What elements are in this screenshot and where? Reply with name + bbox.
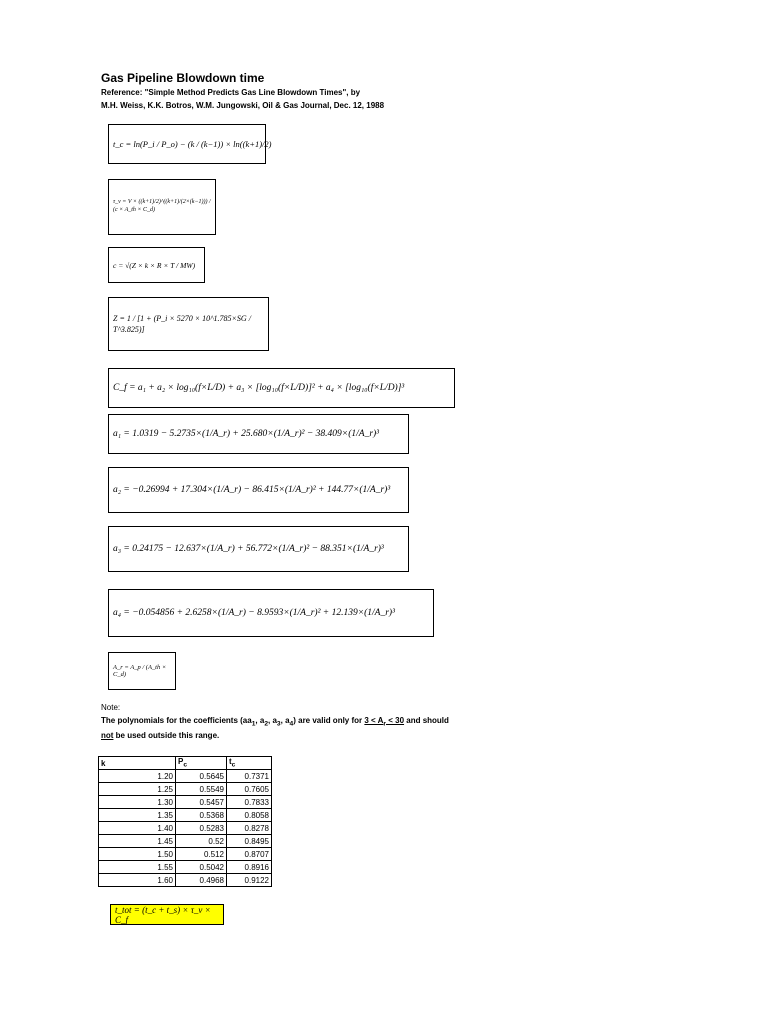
- equation-a3-text: a₃ = 0.24175 − 12.637×(1/A_r) + 56.772×(1/A_r)² − 88.351×(1/A_r)³: [113, 544, 384, 554]
- page-title: Gas Pipeline Blowdown time: [101, 71, 265, 85]
- equation-c: [108, 247, 205, 283]
- table-cell: 0.512: [176, 848, 227, 861]
- table-cell: 0.7833: [227, 796, 272, 809]
- table-cell: 0.5457: [176, 796, 227, 809]
- table-header-tc: $t_c$: [227, 757, 272, 770]
- equation-tc-text: t_c = ln(P_i / P_o) − (k / (k−1)) × ln((k+1)/2): [113, 139, 272, 149]
- equation-a1-text: a₁ = 1.0319 − 5.2735×(1/A_r) + 25.680×(1/A_r)² − 38.409×(1/A_r)³: [113, 429, 380, 439]
- equation-a1: [108, 414, 409, 454]
- table-cell: 0.8058: [227, 809, 272, 822]
- table-header-k: k: [99, 757, 176, 770]
- table-cell: 0.8707: [227, 848, 272, 861]
- table-header-pc: $P_c$: [176, 757, 227, 770]
- table-cell: 1.35: [99, 809, 176, 822]
- equation-tc: [108, 124, 272, 164]
- table-cell: 1.55: [99, 861, 176, 874]
- table-cell: 0.7371: [227, 770, 272, 783]
- table-cell: 0.5042: [176, 861, 227, 874]
- table-row: [99, 796, 272, 809]
- table-cell: 0.8916: [227, 861, 272, 874]
- equation-a4-text: a₄ = −0.054856 + 2.6258×(1/A_r) − 8.9593×(1/A_r)² + 12.139×(1/A_r)³: [113, 608, 395, 618]
- table-row: [99, 848, 272, 861]
- equation-a4: [108, 589, 434, 637]
- table-row: [99, 861, 272, 874]
- table-cell: 0.8278: [227, 822, 272, 835]
- equation-z-text: Z = 1 / [1 + (P_i × 5270 × 10^1.785×SG / T^3.825)]: [113, 313, 251, 334]
- equation-ar-text: A_r = A_p / (A_th × C_d): [113, 664, 167, 678]
- equation-z: [108, 297, 269, 351]
- table-cell: 1.30: [99, 796, 176, 809]
- table-cell: 1.40: [99, 822, 176, 835]
- table-row: [99, 835, 272, 848]
- table-cell: 0.5368: [176, 809, 227, 822]
- table-cell: 0.7605: [227, 783, 272, 796]
- equation-tau: [108, 179, 216, 235]
- equation-c-text: c = √(Z × k × R × T / MW): [113, 260, 196, 270]
- table-cell: 1.45: [99, 835, 176, 848]
- note-label: Note:: [101, 703, 121, 712]
- table-cell: 1.50: [99, 848, 176, 861]
- equation-cf: [108, 368, 455, 408]
- equation-a2: [108, 467, 409, 513]
- table-cell: 0.4968: [176, 874, 227, 887]
- table-row: [99, 770, 272, 783]
- table-row: [99, 809, 272, 822]
- table-row: [99, 874, 272, 887]
- k-table: [98, 756, 272, 887]
- table-cell: 0.5549: [176, 783, 227, 796]
- equation-cf-text: C_f = a₁ + a₂ × log₁₀(f×L/D) + a₃ × [log₁₀(f×L/D)]² + a₄ × [log₁₀(f×L/D)]³: [113, 383, 405, 393]
- equation-a3: [108, 526, 409, 572]
- equation-a2-text: a₂ = −0.26994 + 17.304×(1/A_r) − 86.415×(1/A_r)² + 144.77×(1/A_r)³: [113, 485, 391, 495]
- table-cell: 1.20: [99, 770, 176, 783]
- table-cell: 0.8495: [227, 835, 272, 848]
- note-line-1: The polynomials for the coefficients ($aa_1$, $a_2$, $a_3$, $a_4$) are valid only for $3 < A_r < 30$ and should: [101, 716, 449, 728]
- equation-total: [110, 904, 224, 925]
- table-row: [99, 822, 272, 835]
- table-cell: 0.9122: [227, 874, 272, 887]
- equation-ar: [108, 652, 176, 690]
- table-row: [99, 783, 272, 796]
- table-cell: 1.60: [99, 874, 176, 887]
- table-cell: 0.52: [176, 835, 227, 848]
- table-cell: 0.5645: [176, 770, 227, 783]
- equation-total-text: t_tot = (t_c + t_s) × τ_v × C_f: [115, 904, 211, 925]
- equation-tau-text: τ_v = V × ((k+1)/2)^((k+1)/(2×(k−1))) / (c × A_th × C_d): [113, 199, 211, 213]
- reference-line-1: Reference: "Simple Method Predicts Gas Line Blowdown Times", by: [101, 88, 361, 97]
- table-cell: 1.25: [99, 783, 176, 796]
- table-cell: 0.5283: [176, 822, 227, 835]
- note-line-2: not be used outside this range.: [101, 731, 220, 740]
- reference-line-2: M.H. Weiss, K.K. Botros, W.M. Jungowski, Oil & Gas Journal, Dec. 12, 1988: [101, 101, 385, 110]
